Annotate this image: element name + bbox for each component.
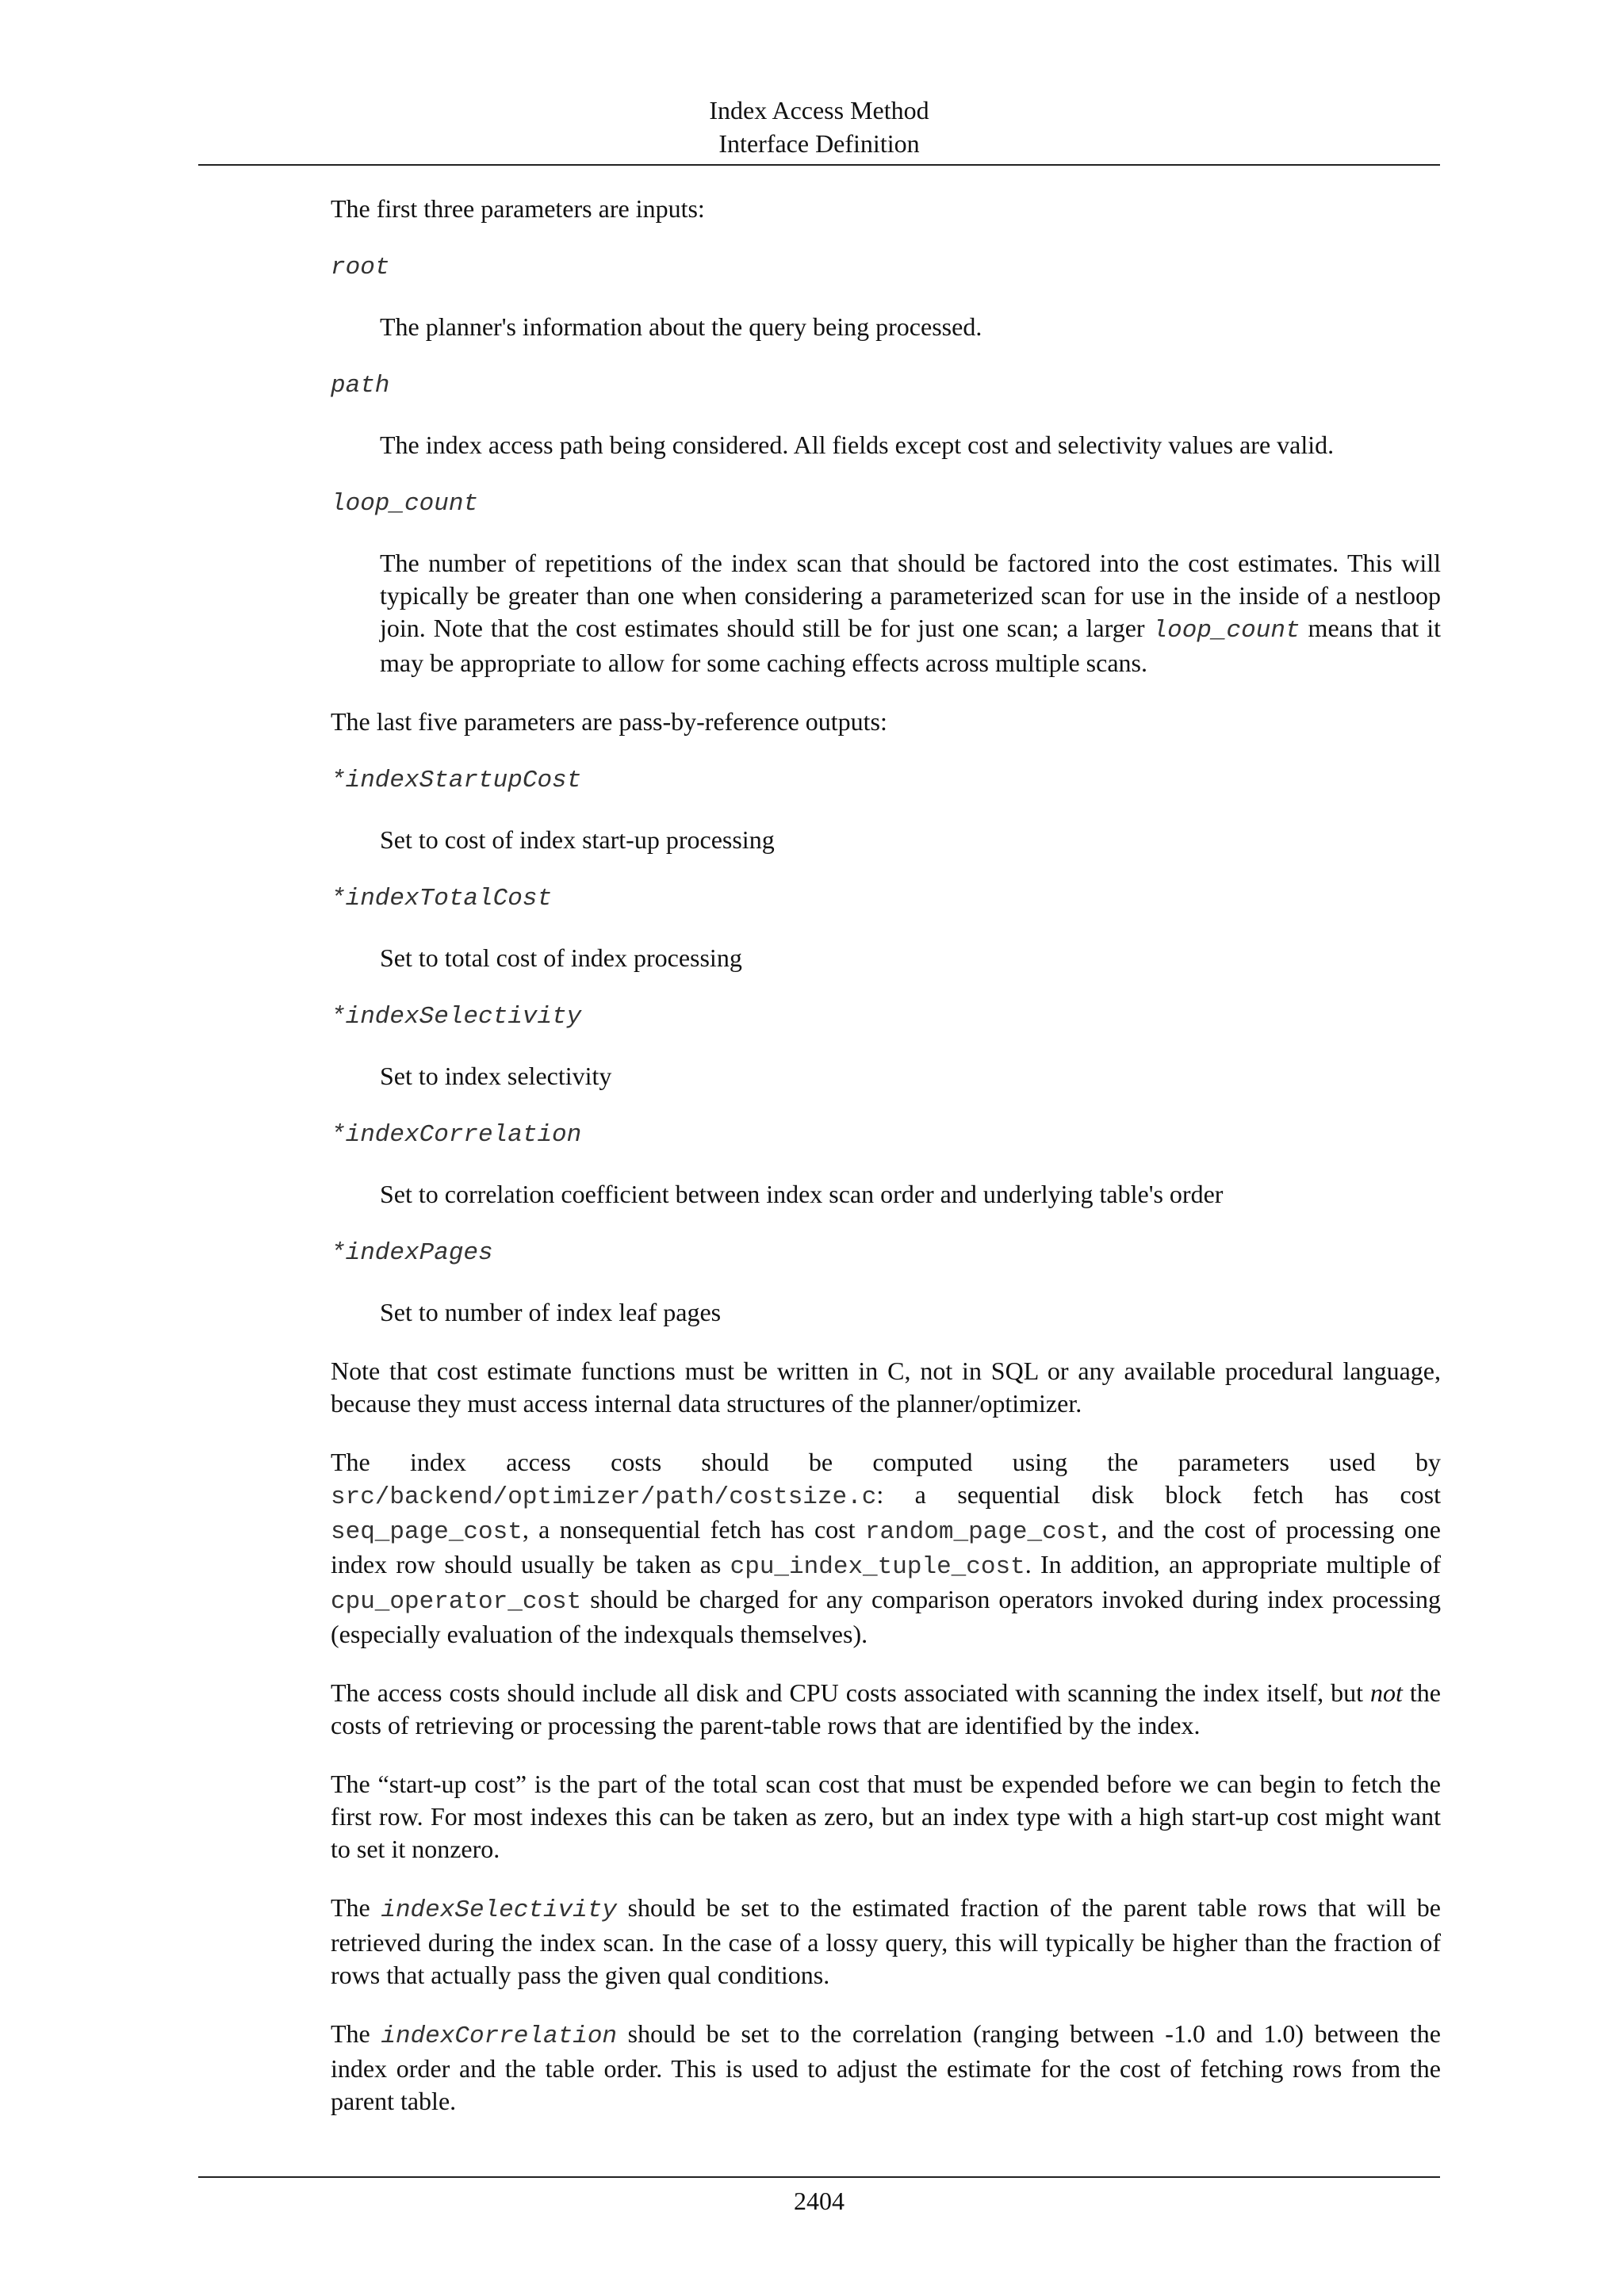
loop-count-code: loop_count xyxy=(1152,617,1300,645)
correlation-text-1: The xyxy=(331,2019,381,2048)
loop-count-text-b: means that it may be appropriate to allow for some caching effects across multiple scans. xyxy=(380,614,1442,677)
definition-loop-count xyxy=(380,547,1441,679)
access-text-1: The access costs should include all disk and CPU costs associated with scanning the index itself, but xyxy=(331,1678,1371,1707)
costs-code-seq-page-cost: seq_page_cost xyxy=(331,1518,523,1546)
definition-root: The planner's information about the query being processed. xyxy=(380,312,982,341)
selectivity-text-1: The xyxy=(331,1893,381,1922)
costs-text-6: should be charged for any comparison operators invoked during index processing (especially evaluation of the indexquals themselves). xyxy=(331,1585,1441,1648)
costs-code-random-page-cost: random_page_cost xyxy=(864,1518,1101,1546)
loop-count-text-a: The number of repetitions of the index scan that should be factored into the cost estimates. This will typically be greater than one when considering a parameterized scan for use in the inside of a nestloop join. Note that the cost estimates should still be for just one scan; a larger xyxy=(380,549,1441,642)
costs-text-5: . In addition, an appropriate multiple of xyxy=(1025,1550,1442,1578)
term-root: root xyxy=(331,254,390,281)
costs-text-2: : a sequential disk block fetch has cost xyxy=(876,1480,1441,1509)
paragraph-access-costs xyxy=(331,1677,1441,1742)
paragraph-startup-cost: The “start-up cost” is the part of the total scan cost that must be expended before we can begin to fetch the first row. For most indexes this can be taken as zero, but an index type with a high start-up cost might want to set it nonzero. xyxy=(331,1770,1441,1863)
paragraph-c-note: Note that cost estimate functions must be written in C, not in SQL or any available procedural language, because they must access internal data structures of the planner/optimizer. xyxy=(331,1357,1441,1418)
costs-code-costsize: src/backend/optimizer/path/costsize.c xyxy=(331,1483,877,1511)
costs-text-3: , a nonsequential fetch has cost xyxy=(522,1515,865,1544)
correlation-code: indexCorrelation xyxy=(381,2022,618,2050)
term-path: path xyxy=(331,372,390,400)
outputs-intro: The last five parameters are pass-by-reference outputs: xyxy=(331,707,887,736)
footer-divider xyxy=(198,2176,1440,2178)
term-index-total-cost: *indexTotalCost xyxy=(331,885,553,913)
term-index-pages: *indexPages xyxy=(331,1239,493,1267)
costs-text-4: , and the cost of processing one index row should usually be taken as xyxy=(331,1515,1441,1578)
access-emphasis: not xyxy=(1370,1678,1403,1707)
definition-path: The index access path being considered. All fields except cost and selectivity values are valid. xyxy=(380,430,1335,459)
page-number: 2404 xyxy=(794,2187,845,2215)
correlation-text-2: should be set to the correlation (ranging between -1.0 and 1.0) between the index order and the table order. This is used to adjust the estimate for the cost of fetching rows from the parent table. xyxy=(331,2019,1442,2115)
header-divider xyxy=(198,164,1440,166)
costs-code-cpu-operator-cost: cpu_operator_cost xyxy=(331,1588,582,1616)
selectivity-text-2: should be set to the estimated fraction of the parent table rows that will be retrieved during the index scan. In the case of a lossy query, this will typically be higher than the fraction of rows that actually pass the given qual conditions. xyxy=(331,1893,1442,1989)
term-loop-count: loop_count xyxy=(331,490,479,518)
definition-index-correlation: Set to correlation coefficient between index scan order and underlying table's order xyxy=(380,1180,1224,1208)
running-header xyxy=(198,94,1440,160)
selectivity-code: indexSelectivity xyxy=(381,1896,617,1924)
header-subtitle: Interface Definition xyxy=(718,129,920,158)
costs-code-cpu-index-tuple-cost: cpu_index_tuple_cost xyxy=(730,1553,1025,1581)
costs-text-1: The index access costs should be computed using the parameters used by xyxy=(331,1448,1441,1476)
term-index-correlation: *indexCorrelation xyxy=(331,1121,582,1149)
term-index-startup-cost: *indexStartupCost xyxy=(331,767,582,794)
page-body xyxy=(331,193,1441,2144)
paragraph-cost-parameters xyxy=(331,1446,1441,1651)
access-text-2: the costs of retrieving or processing the parent-table rows that are identified by the index. xyxy=(331,1678,1442,1739)
definition-index-pages: Set to number of index leaf pages xyxy=(380,1298,722,1326)
paragraph-correlation xyxy=(331,2018,1441,2118)
definition-index-selectivity: Set to index selectivity xyxy=(380,1062,612,1090)
header-title: Index Access Method xyxy=(709,96,929,124)
term-index-selectivity: *indexSelectivity xyxy=(331,1003,582,1031)
paragraph-selectivity xyxy=(331,1892,1441,1992)
definition-index-startup-cost: Set to cost of index start-up processing xyxy=(380,825,775,854)
definition-index-total-cost: Set to total cost of index processing xyxy=(380,943,742,972)
inputs-intro: The first three parameters are inputs: xyxy=(331,194,705,223)
